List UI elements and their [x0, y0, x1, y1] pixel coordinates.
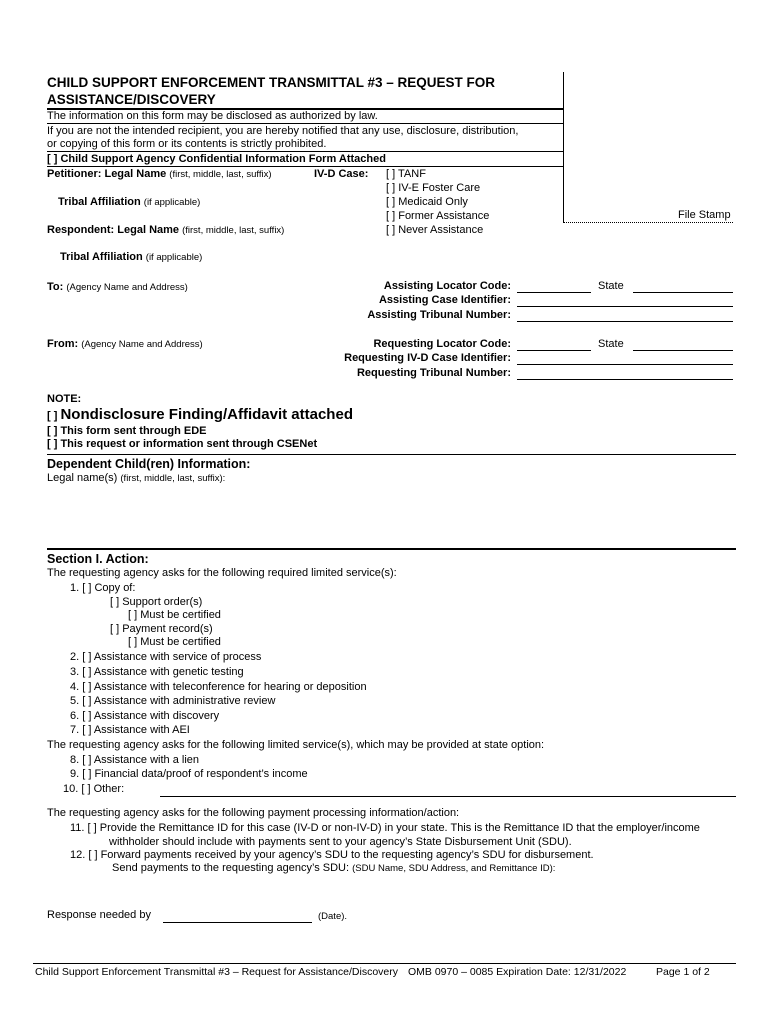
assisting-locator-field[interactable] [517, 292, 591, 293]
rule [47, 151, 564, 152]
assisting-tribunal-label: Assisting Tribunal Number: [367, 309, 511, 321]
section-rule [47, 548, 736, 550]
item12-line2: Send payments to the requesting agency’s SDU: [112, 862, 350, 874]
requesting-locator-field[interactable] [517, 350, 591, 351]
assisting-case-field[interactable] [517, 306, 733, 307]
assisting-case-label: Assisting Case Identifier: [378, 294, 511, 306]
tribal-hint: (if applicable) [143, 197, 201, 208]
stamp-area-divider [563, 72, 564, 222]
ivd-option[interactable]: [ ] Medicaid Only [386, 196, 468, 208]
ivd-option[interactable]: [ ] TANF [386, 168, 426, 180]
form-title-line1: CHILD SUPPORT ENFORCEMENT TRANSMITTAL #3 – REQUEST FOR [47, 75, 496, 90]
nondisclosure-row[interactable] [47, 406, 353, 423]
dependents-names-label: Legal name(s) [47, 472, 118, 484]
payment-intro: The requesting agency asks for the following payment processing information/action: [47, 807, 460, 819]
respondent-row [47, 224, 284, 236]
state-label: State [598, 280, 624, 292]
footer-form-name: Child Support Enforcement Transmittal #3 – Request for Assistance/Discovery [35, 966, 398, 978]
notice-line2: or copying of this form or its contents is strictly prohibited. [47, 138, 327, 150]
requesting-case-field[interactable] [517, 364, 733, 365]
action-item[interactable]: 2. [ ] Assistance with service of process [70, 651, 262, 663]
petitioner-label: Petitioner: [47, 168, 102, 180]
optional-item[interactable]: 9. [ ] Financial data/proof of respondent’s income [70, 768, 308, 780]
ivd-case-label: IV-D Case: [314, 168, 369, 180]
tribal-hint: (if applicable) [145, 252, 203, 263]
from-hint: (Agency Name and Address) [81, 339, 203, 350]
file-stamp-rule [563, 222, 733, 223]
to-label: To: [47, 281, 64, 293]
to-row [47, 281, 188, 293]
note-label: NOTE: [47, 393, 82, 405]
item11-line2: withholder should include with payments sent to your agency’s State Disbursement Unit (SDU). [109, 836, 572, 848]
requesting-tribunal-label: Requesting Tribunal Number: [356, 367, 511, 379]
dependents-heading: Dependent Child(ren) Information: [47, 457, 251, 471]
must-certified-checkbox[interactable]: [ ] Must be certified [128, 636, 221, 648]
payment-record-checkbox[interactable]: [ ] Payment record(s) [110, 623, 213, 635]
action-item[interactable]: 3. [ ] Assistance with genetic testing [70, 666, 244, 678]
optional-item[interactable]: 8. [ ] Assistance with a lien [70, 754, 200, 766]
item12-line1[interactable]: 12. [ ] Forward payments received by your agency’s SDU to the requesting agency’s SDU for disbursement. [70, 849, 594, 861]
requesting-tribunal-field[interactable] [517, 379, 733, 380]
legal-name-label: Legal Name [117, 224, 180, 236]
assisting-state-field[interactable] [633, 292, 733, 293]
nondisclosure-text: Nondisclosure Finding/Affidavit attached [60, 406, 353, 423]
item-copy-of[interactable]: 1. [ ] Copy of: [70, 582, 136, 594]
optional-intro: The requesting agency asks for the following limited service(s), which may be provided at state option: [47, 739, 545, 751]
assisting-locator-label: Assisting Locator Code: [383, 280, 511, 292]
requesting-state-field[interactable] [633, 350, 733, 351]
file-stamp-label: File Stamp [678, 209, 731, 221]
legal-name-label: Legal Name [104, 168, 167, 180]
dependents-names-hint: (first, middle, last, suffix): [120, 473, 226, 484]
response-date-field[interactable] [163, 922, 312, 923]
legal-name-hint: (first, middle, last, suffix) [169, 169, 272, 180]
optional-item-other[interactable]: 10. [ ] Other: [63, 783, 125, 795]
assisting-tribunal-field[interactable] [517, 321, 733, 322]
tribal-label: Tribal Affiliation [58, 196, 141, 208]
footer-omb: OMB 0970 – 0085 Expiration Date: 12/31/2022 [408, 966, 627, 978]
section1-heading: Section I. Action: [47, 552, 149, 566]
must-certified-checkbox[interactable]: [ ] Must be certified [128, 609, 221, 621]
confidential-info-checkbox[interactable]: [ ] Child Support Agency Confidential Information Form Attached [47, 153, 386, 165]
to-hint: (Agency Name and Address) [66, 282, 188, 293]
support-order-checkbox[interactable]: [ ] Support order(s) [110, 596, 203, 608]
ede-checkbox[interactable]: [ ] This form sent through EDE [47, 425, 207, 437]
respondent-tribal-row [60, 251, 202, 263]
requesting-locator-label: Requesting Locator Code: [373, 338, 511, 350]
item12-line2-row [112, 862, 555, 874]
legal-name-hint: (first, middle, last, suffix) [182, 225, 285, 236]
nondisclosure-checkbox[interactable]: [ ] [47, 410, 58, 422]
item12-hint: (SDU Name, SDU Address, and Remittance ID): [352, 863, 556, 874]
required-intro: The requesting agency asks for the following required limited service(s): [47, 567, 397, 579]
disclosure-text: The information on this form may be disclosed as authorized by law. [47, 110, 378, 122]
requesting-case-label: Requesting IV-D Case Identifier: [344, 352, 511, 364]
form-title-line2: ASSISTANCE/DISCOVERY [47, 92, 216, 107]
petitioner-row [47, 168, 272, 180]
date-hint: (Date). [318, 911, 348, 922]
action-item[interactable]: 5. [ ] Assistance with administrative review [70, 695, 276, 707]
notice-line1: If you are not the intended recipient, you are hereby notified that any use, disclosure, distribution, [47, 125, 519, 137]
respondent-label: Respondent: [47, 224, 115, 236]
tribal-label: Tribal Affiliation [60, 251, 143, 263]
state-label: State [598, 338, 624, 350]
item11-line1[interactable]: 11. [ ] Provide the Remittance ID for this case (IV-D or non-IV-D) in your state. This is the Remittance ID that the employer/income [70, 822, 700, 834]
response-needed-label: Response needed by [47, 909, 151, 921]
from-label: From: [47, 338, 79, 350]
petitioner-tribal-row [58, 196, 200, 208]
rule [47, 454, 736, 455]
csenet-checkbox[interactable]: [ ] This request or information sent through CSENet [47, 438, 318, 450]
footer-page: Page 1 of 2 [656, 966, 710, 978]
rule [47, 166, 564, 167]
ivd-option[interactable]: [ ] Former Assistance [386, 210, 490, 222]
other-field[interactable] [160, 796, 736, 797]
ivd-option[interactable]: [ ] Never Assistance [386, 224, 484, 236]
footer-rule [33, 963, 736, 964]
dependents-names-row [47, 472, 225, 484]
ivd-option[interactable]: [ ] IV-E Foster Care [386, 182, 481, 194]
action-item[interactable]: 7. [ ] Assistance with AEI [70, 724, 190, 736]
action-item[interactable]: 4. [ ] Assistance with teleconference for hearing or deposition [70, 681, 367, 693]
from-row [47, 338, 203, 350]
action-item[interactable]: 6. [ ] Assistance with discovery [70, 710, 220, 722]
rule [47, 123, 564, 124]
